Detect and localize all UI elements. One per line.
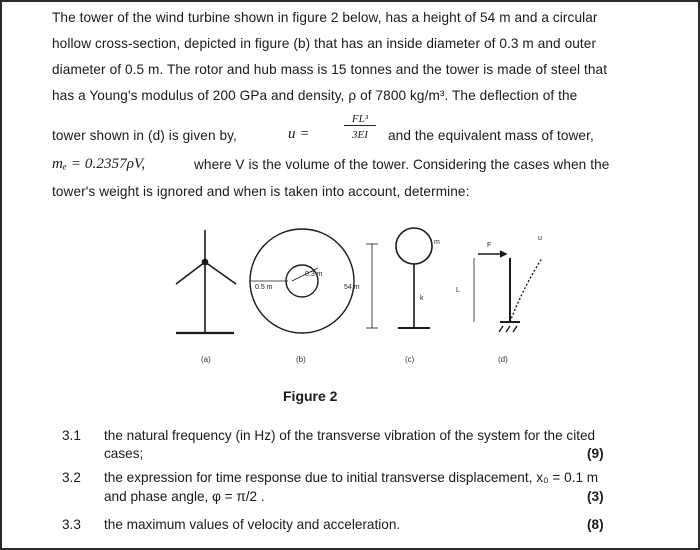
question-3-1-line-2: cases; (104, 446, 144, 461)
problem-line-1: The tower of the wind turbine shown in figure 2 below, has a height of 54 m and a circular (52, 10, 598, 25)
problem-line-2: hollow cross-section, depicted in figure (b) that has an inside diameter of 0.3 m and outer (52, 36, 597, 51)
question-3-3-marks: (8) (587, 517, 604, 532)
figure-d-cantilever (474, 251, 542, 332)
question-3-2-number: 3.2 (62, 470, 81, 485)
mass-suffix: where V is the volume of the tower. Considering the cases when the (194, 157, 610, 172)
deflection-numerator: FL³ (344, 113, 376, 126)
caption-c: (c) (405, 355, 415, 364)
problem-line-4: has a Young's modulus of 200 GPa and density, ρ of 7800 kg/m³. The deflection of the (52, 88, 578, 103)
question-3-1-marks: (9) (587, 446, 604, 461)
mass-label: m (434, 239, 440, 246)
caption-d: (d) (498, 355, 508, 364)
spring-label: k (420, 295, 424, 302)
figure-b-cross-section (250, 229, 354, 333)
tower-height-label: 54 m (344, 284, 360, 291)
outer-diameter-label: 0.5 m (255, 284, 273, 291)
mass-formula: mₑ = 0.2357ρV, (52, 156, 146, 172)
problem-line-3: diameter of 0.5 m. The rotor and hub mass is 15 tonnes and the tower is made of steel that (52, 62, 608, 77)
length-label: L (456, 287, 460, 294)
question-3-3-number: 3.3 (62, 517, 81, 532)
question-3-3-line-1: the maximum values of velocity and acceleration. (104, 517, 401, 532)
problem-last-line: tower's weight is ignored and when is taken into account, determine: (52, 184, 470, 199)
question-3-2-line-1: the expression for time response due to initial transverse displacement, x₀ = 0.1 m (104, 470, 599, 485)
deflection-prefix: tower shown in (d) is given by, (52, 128, 237, 143)
deflection-label: u (538, 235, 542, 242)
figure-a-wind-turbine (176, 230, 236, 333)
inner-diameter-label: 0.3 m (305, 271, 323, 278)
figure-c-spring-mass-model (366, 228, 432, 328)
question-3-1-number: 3.1 (62, 428, 81, 443)
caption-a: (a) (201, 355, 211, 364)
deflection-suffix: and the equivalent mass of tower, (388, 128, 594, 143)
caption-b: (b) (296, 355, 306, 364)
deflection-denominator: 3EI (352, 129, 368, 141)
figure-title: Figure 2 (283, 388, 338, 404)
question-3-2-line-2: and phase angle, φ = π/2 . (104, 489, 265, 504)
question-3-2-marks: (3) (587, 489, 604, 504)
deflection-var: u = (288, 126, 310, 142)
question-3-1-line-1: the natural frequency (in Hz) of the transverse vibration of the system for the cited (104, 428, 596, 443)
force-label: F (487, 242, 492, 249)
